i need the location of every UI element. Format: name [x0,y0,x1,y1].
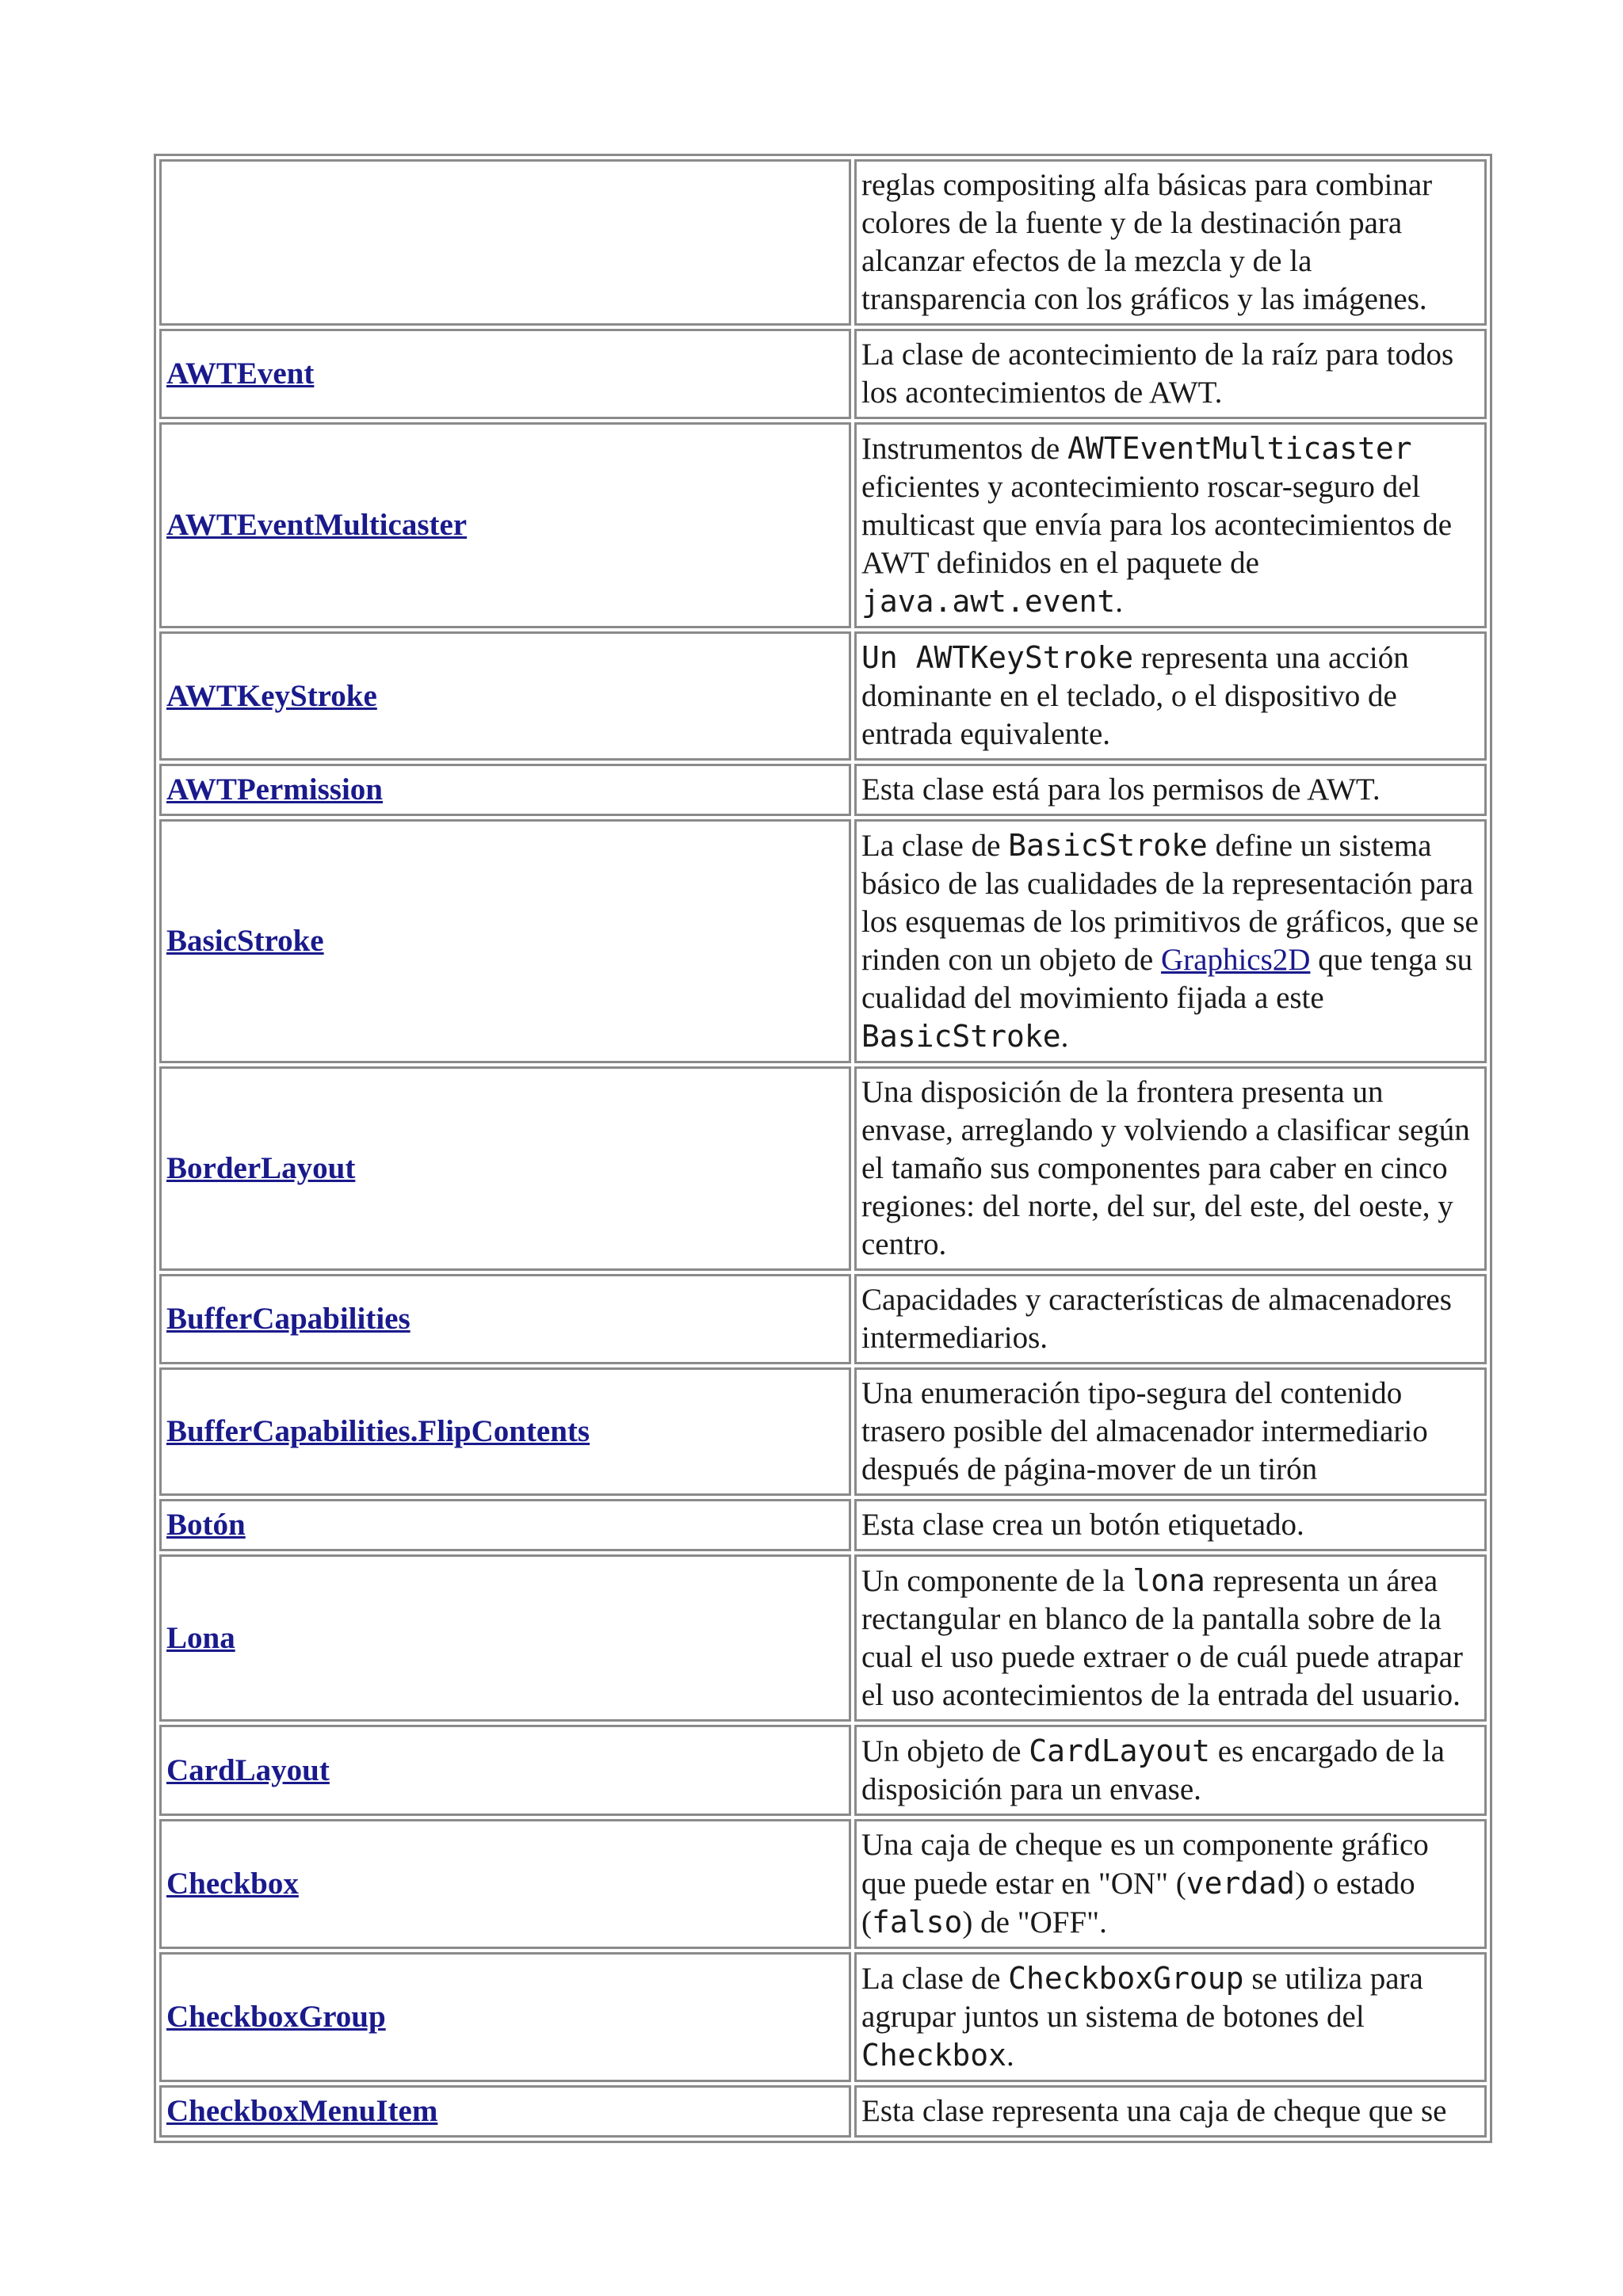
description-text: La clase de [861,829,1009,863]
class-name-cell [159,1952,851,2082]
class-name-cell [159,159,851,326]
class-description-cell [854,329,1487,419]
table-row [159,2085,1487,2138]
table-row [159,1499,1487,1551]
description-text: . [1006,2039,1014,2073]
table-row [159,1819,1487,1949]
table-row [159,422,1487,628]
code-token: java.awt.event [861,584,1116,619]
description-text: eficientes y acontecimiento roscar-seguro del multicast que envía para los acontecimientos de AWT definidos en el paquete de [861,470,1453,580]
description-text: representa un área rectangular en blanco de la pantalla sobre de la cual el uso puede extraer o de cuál puede atrapar el uso acontecimientos de la entrada del usuario. [861,1564,1464,1712]
graphics2d-link[interactable]: Graphics2D [1160,943,1311,977]
description-text: representa una acción dominante en el teclado, o el dispositivo de entrada equivalente. [861,641,1409,751]
description-text: ) o estado ( [861,1867,1415,1939]
class-description-cell [854,1725,1487,1816]
code-token: CardLayout [1029,1733,1210,1768]
code-token: BasicStroke [861,1019,1061,1054]
class-description-cell [854,1066,1487,1271]
table-row [159,1725,1487,1816]
class-link-borderlayout[interactable]: BorderLayout [166,1151,356,1185]
class-name-cell [159,1274,851,1364]
description-text: Esta clase está para los permisos de AWT. [861,772,1381,807]
description-text: Una caja de cheque es un componente gráfico que puede estar en "ON" ( [861,1828,1429,1901]
code-token: CheckboxGroup [1008,1961,1244,1996]
class-description-cell [854,631,1487,761]
class-name-cell [159,1819,851,1949]
class-description-cell [854,1499,1487,1551]
class-name-cell [159,819,851,1063]
table-row [159,329,1487,419]
class-name-cell [159,1499,851,1551]
class-description-cell [854,1819,1487,1949]
table-row [159,1952,1487,2082]
class-name-cell [159,1367,851,1496]
table-row [159,764,1487,816]
description-text: Capacidades y características de almacenadores intermediarios. [861,1283,1452,1355]
class-description-cell [854,422,1487,628]
table-row [159,159,1487,326]
description-text: Una disposición de la frontera presenta un envase, arreglando y volviendo a clasificar según el tamaño sus componentes para caber en cinco regiones: del norte, del sur, del este, del oeste, y centro. [861,1075,1470,1261]
code-token: lona [1132,1563,1205,1598]
class-name-cell [159,1066,851,1271]
description-text: define un sistema básico de las cualidades de la representación para los esquemas de los primitivos de gráficos, que se rinden con un objeto de [861,829,1479,977]
class-description-cell [854,1952,1487,2082]
code-token: falso [872,1905,963,1939]
table-row [159,1554,1487,1722]
class-link-buffercapabilities[interactable]: BufferCapabilities [166,1302,411,1336]
class-link-checkboxmenuitem[interactable]: CheckboxMenuItem [166,2094,438,2128]
class-description-cell [854,1274,1487,1364]
class-link-basicstroke[interactable]: BasicStroke [166,924,324,958]
class-description-cell [854,1367,1487,1496]
description-text: . [1115,585,1124,619]
description-text: . [1060,1020,1069,1054]
table-row [159,1367,1487,1496]
class-description-cell [854,1554,1487,1722]
class-description-cell [854,764,1487,816]
class-name-cell [159,329,851,419]
description-text: reglas compositing alfa básicas para combinar colores de la fuente y de la destinación para alcanzar efectos de la mezcla y de la transparencia con los gráficos y las imágenes. [861,168,1433,316]
class-name-cell [159,631,851,761]
class-link-buffercapabilities-flipcontents[interactable]: BufferCapabilities.FlipContents [166,1414,590,1448]
table-row [159,1274,1487,1364]
class-link-boton[interactable]: Botón [166,1508,246,1542]
class-summary-table [154,154,1492,2143]
class-name-cell [159,422,851,628]
table-row [159,1066,1487,1271]
class-name-cell [159,1725,851,1816]
description-text: que tenga su cualidad del movimiento fijada a este [861,943,1473,1015]
table-row [159,819,1487,1063]
class-description-cell [854,159,1487,326]
class-name-cell [159,764,851,816]
class-description-cell [854,2085,1487,2138]
description-text: es encargado de la disposición para un envase. [861,1734,1445,1806]
class-link-cardlayout[interactable]: CardLayout [166,1753,330,1787]
class-name-cell [159,2085,851,2138]
class-description-cell [854,819,1487,1063]
description-text: Esta clase crea un botón etiquetado. [861,1508,1304,1542]
class-link-awtpermission[interactable]: AWTPermission [166,772,383,807]
description-text: Una enumeración tipo-segura del contenido trasero posible del almacenador intermediario después de página-mover de un tirón [861,1376,1428,1486]
description-text: Un objeto de [861,1734,1029,1768]
description-text: La clase de [861,1962,1009,1996]
class-name-cell [159,1554,851,1722]
class-link-awtevent[interactable]: AWTEvent [166,357,315,391]
code-token: Un AWTKeyStroke [861,640,1134,675]
class-link-awteventmulticaster[interactable]: AWTEventMulticaster [166,508,468,542]
class-link-lona[interactable]: Lona [166,1620,235,1655]
description-text: Un componente de la [861,1564,1133,1598]
table-row [159,631,1487,761]
class-link-checkboxgroup[interactable]: CheckboxGroup [166,2000,386,2034]
description-text: Esta clase representa una caja de cheque que se [861,2094,1447,2128]
class-link-checkbox[interactable]: Checkbox [166,1867,299,1901]
code-token: verdad [1186,1866,1296,1901]
description-text: Instrumentos de [861,432,1067,466]
code-token: Checkbox [861,2038,1007,2073]
code-token: AWTEventMulticaster [1067,431,1412,466]
description-text: La clase de acontecimiento de la raíz para todos los acontecimientos de AWT. [861,338,1454,410]
description-text: ) de "OFF". [962,1905,1107,1939]
code-token: BasicStroke [1008,828,1208,863]
class-link-awtkeystroke[interactable]: AWTKeyStroke [166,678,377,713]
description-text: se utiliza para agrupar juntos un sistema de botones del [861,1962,1423,2034]
